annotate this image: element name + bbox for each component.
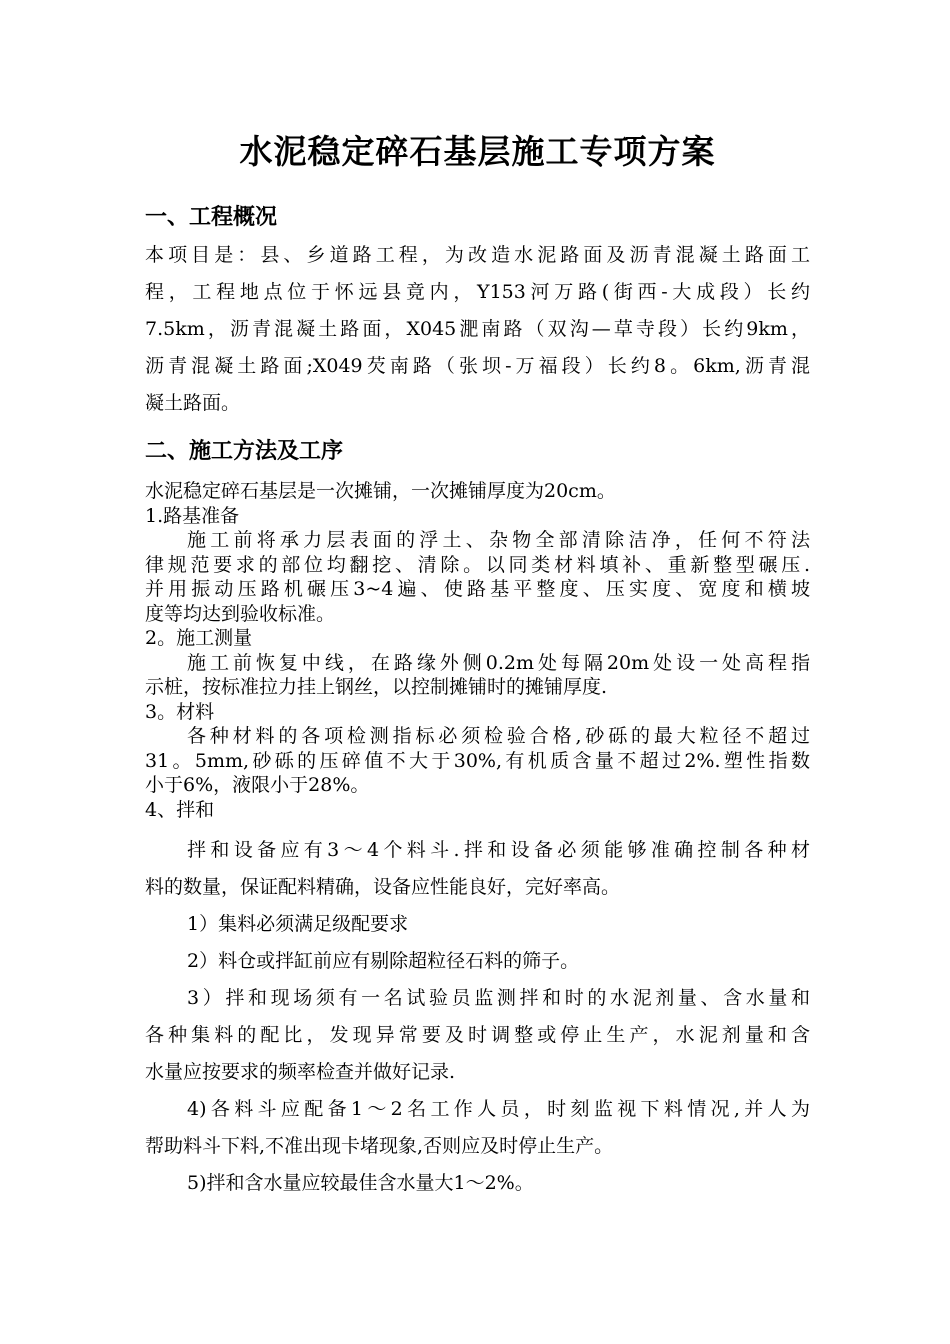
section-methods-body: [145, 479, 810, 822]
paragraph-line: 施工前将承力层表面的浮土、杂物全部清除洁净，任何不符法: [187, 529, 810, 551]
paragraph-line: 本项目是：县、乡道路工程，为改造水泥路面及沥青混凝土路面工: [145, 244, 810, 266]
paragraph-line: 水量应按要求的频率检查并做好记录.: [145, 1061, 456, 1083]
paragraph-line: 施工前恢复中线，在路缘外侧0.2m处每隔20m处设一处高程指: [187, 651, 810, 674]
paragraph-line: 示桩，按标准拉力挂上钢丝，以控制摊铺时的摊铺厚度.: [145, 676, 608, 698]
intro-line: 水泥稳定碎石基层是一次摊铺，一次摊铺厚度为20cm。: [145, 480, 616, 502]
subheading-mixing: 4、拌和: [145, 798, 215, 821]
mixing-body: [145, 832, 810, 1202]
paragraph-line: 凝土路面。: [145, 392, 241, 414]
paragraph-line: 各种集料的配比，发现异常要及时调整或停止生产，水泥剂量和含: [145, 1024, 810, 1046]
list-item: 1）集料必须满足级配要求: [187, 913, 409, 935]
paragraph-line: 帮助料斗下料,不准出现卡堵现象,否则应及时停止生产。: [145, 1135, 614, 1157]
paragraph-line: 7.5km，沥青混凝土路面，X045淝南路（双沟—草寺段）长约9km，: [145, 318, 810, 340]
paragraph-line: 沥青混凝土路面;X049芡南路（张坝-万福段）长约8。6km,沥青混: [145, 355, 810, 377]
paragraph-line: 31。5mm,砂砾的压碎值不大于30%,有机质含量不超过2%.塑性指数: [145, 749, 810, 772]
paragraph-line: 律规范要求的部位均翻挖、清除。以同类材料填补、重新整型碾压.: [145, 553, 810, 576]
document-title: 水泥稳定碎石基层施工专项方案: [239, 132, 716, 171]
paragraph-line: 度等均达到验收标准。: [145, 602, 336, 625]
list-item: 3）拌和现场须有一名试验员监测拌和时的水泥剂量、含水量和: [187, 987, 810, 1009]
list-item: 4)各料斗应配备1～2名工作人员，时刻监视下料情况,并人为: [187, 1098, 810, 1120]
paragraph-line: 程，工程地点位于怀远县竟内，Y153河万路(街西-大成段）长约: [145, 281, 810, 303]
section-overview-body: [145, 237, 810, 422]
paragraph-line: 小于6%，液限小于28%。: [145, 774, 370, 796]
list-item: 2）料仓或拌缸前应有剔除超粒径石料的筛子。: [187, 950, 580, 972]
paragraph-line: 并用振动压路机碾压3~4遍、使路基平整度、压实度、宽度和横坡: [145, 578, 810, 600]
section-heading-methods: 二、施工方法及工序: [145, 438, 344, 464]
paragraph-line: 拌和设备应有3～4个料斗.拌和设备必须能够准确控制各种材: [187, 839, 810, 861]
subheading-survey: 2。施工测量: [145, 627, 253, 649]
paragraph-line: 各种材料的各项检测指标必须检验合格,砂砾的最大粒径不超过: [187, 725, 810, 747]
paragraph-line: 料的数量，保证配料精确，设备应性能良好，完好率高。: [145, 876, 621, 898]
section-heading-overview: 一、工程概况: [145, 204, 278, 230]
subheading-subgrade: 1.路基准备: [145, 504, 240, 527]
list-item: 5)拌和含水量应较最佳含水量大1～2%。: [187, 1172, 534, 1194]
subheading-materials: 3。材料: [145, 700, 215, 723]
